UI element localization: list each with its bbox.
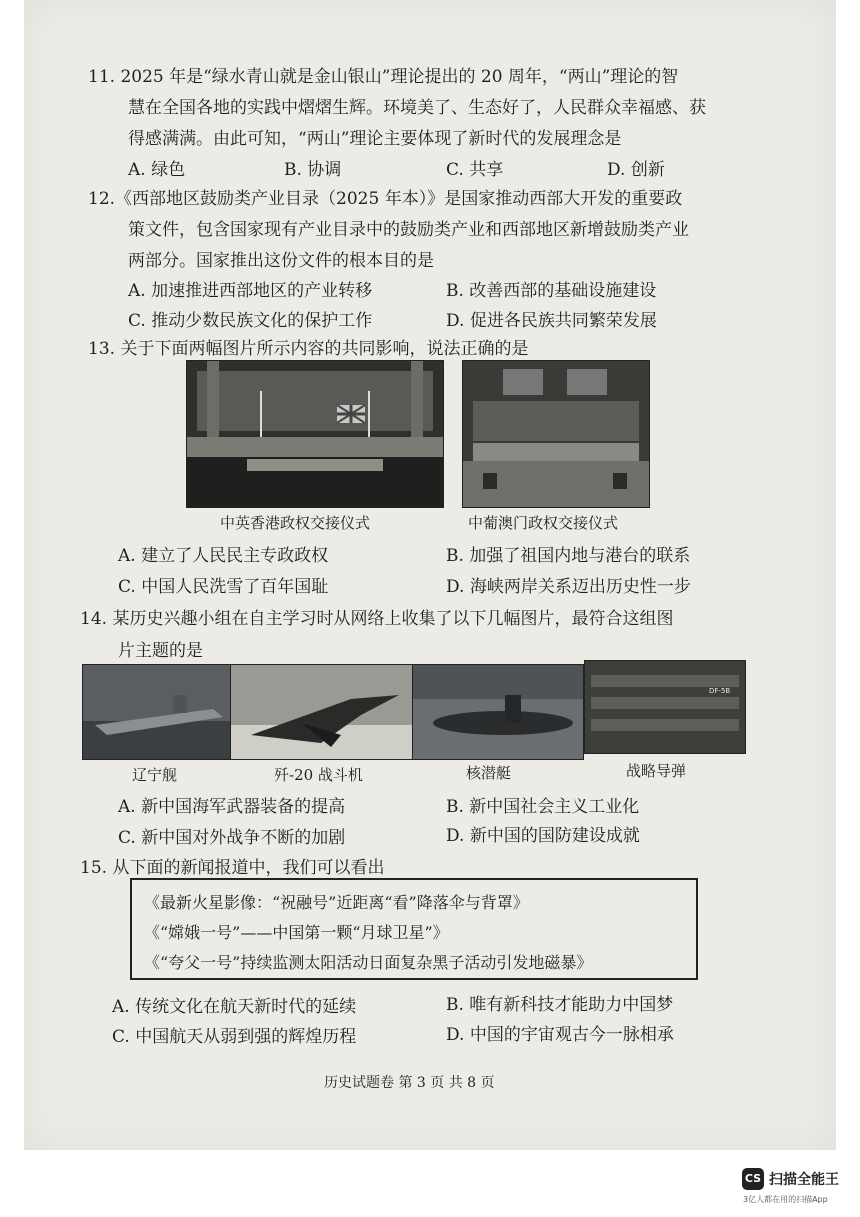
j20-caption: 歼-20 战斗机 [274, 766, 363, 784]
q14-option-d[interactable]: D. 新中国的国防建设成就 [446, 826, 640, 846]
q11-option-a[interactable]: A. 绿色 [128, 160, 186, 180]
missile-label: DF-5B [709, 687, 731, 695]
q11-option-d[interactable]: D. 创新 [607, 160, 665, 180]
q11-stem-line3: 得感满满。由此可知，“两山”理论主要体现了新时代的发展理念是 [128, 129, 622, 149]
q11-option-c[interactable]: C. 共享 [446, 160, 504, 180]
q13-option-c[interactable]: C. 中国人民洗雪了百年国耻 [118, 577, 329, 597]
camscanner-logo-icon: CS [742, 1168, 764, 1190]
q14-option-a[interactable]: A. 新中国海军武器装备的提高 [118, 797, 346, 817]
q12-option-d[interactable]: D. 促进各民族共同繁荣发展 [446, 311, 657, 331]
q15-option-b[interactable]: B. 唯有新科技才能助力中国梦 [446, 995, 674, 1015]
q12-stem-line3: 两部分。国家推出这份文件的根本目的是 [128, 251, 434, 271]
q14-option-b[interactable]: B. 新中国社会主义工业化 [446, 797, 640, 817]
q15-option-a[interactable]: A. 传统文化在航天新时代的延续 [112, 997, 357, 1017]
strategic-missile-photo [584, 660, 746, 754]
q12-stem-line2: 策文件，包含国家现有产业目录中的鼓励类产业和西部地区新增鼓励类产业 [128, 220, 689, 240]
j20-fighter-photo [230, 664, 414, 760]
q11-stem-line2: 慧在全国各地的实践中熠熠生辉。环境美了、生态好了，人民群众幸福感、获 [128, 98, 706, 118]
q11-option-b[interactable]: B. 协调 [284, 160, 342, 180]
q12-option-c[interactable]: C. 推动少数民族文化的保护工作 [128, 311, 373, 331]
q11-stem-line1: 11. 2025 年是“绿水青山就是金山银山”理论提出的 20 周年，“两山”理论的智 [88, 67, 679, 87]
nuclear-submarine-photo [412, 664, 584, 760]
news-headline-3: 《“夸父一号”持续监测太阳活动日面复杂黑子活动引发地磁暴》 [144, 953, 593, 972]
hong-kong-handover-photo [186, 360, 444, 508]
q15-stem: 15. 从下面的新闻报道中，我们可以看出 [80, 858, 385, 878]
brand-tagline: 3亿人都在用的扫描App [743, 1195, 828, 1204]
q14-stem-line1: 14. 某历史兴趣小组在自主学习时从网络上收集了以下几幅图片，最符合这组图 [80, 609, 674, 629]
q15-option-c[interactable]: C. 中国航天从弱到强的辉煌历程 [112, 1027, 357, 1047]
news-headline-1: 《最新火星影像：“祝融号”近距离“看”降落伞与背罩》 [144, 893, 529, 912]
brand-name: 扫描全能王 [769, 1172, 839, 1188]
q15-option-d[interactable]: D. 中国的宇宙观古今一脉相承 [446, 1025, 674, 1045]
liaoning-caption: 辽宁舰 [132, 766, 178, 784]
liaoning-carrier-photo [82, 664, 232, 760]
q12-option-b[interactable]: B. 改善西部的基础设施建设 [446, 281, 657, 301]
news-headlines-box [130, 878, 698, 980]
q14-stem-line2: 片主题的是 [118, 641, 203, 661]
news-headline-2: 《“嫦娥一号”——中国第一颗“月球卫星”》 [144, 923, 449, 942]
q13-option-a[interactable]: A. 建立了人民民主专政政权 [118, 546, 329, 566]
q13-option-b[interactable]: B. 加强了祖国内地与港台的联系 [446, 546, 691, 566]
missile-caption: 战略导弹 [626, 762, 687, 780]
q13-option-d[interactable]: D. 海峡两岸关系迈出历史性一步 [446, 577, 691, 597]
macau-handover-photo [462, 360, 650, 508]
q12-stem-line1: 12.《西部地区鼓励类产业目录（2025 年本）》是国家推动西部大开发的重要政 [88, 189, 683, 209]
page-footer: 历史试题卷 第 3 页 共 8 页 [324, 1075, 495, 1091]
q12-option-a[interactable]: A. 加速推进西部地区的产业转移 [128, 281, 373, 301]
q14-option-c[interactable]: C. 新中国对外战争不断的加剧 [118, 828, 346, 848]
submarine-caption: 核潜艇 [466, 764, 512, 782]
macau-caption: 中葡澳门政权交接仪式 [468, 514, 619, 532]
hong-kong-caption: 中英香港政权交接仪式 [220, 514, 371, 532]
q13-stem: 13. 关于下面两幅图片所示内容的共同影响，说法正确的是 [88, 339, 529, 359]
